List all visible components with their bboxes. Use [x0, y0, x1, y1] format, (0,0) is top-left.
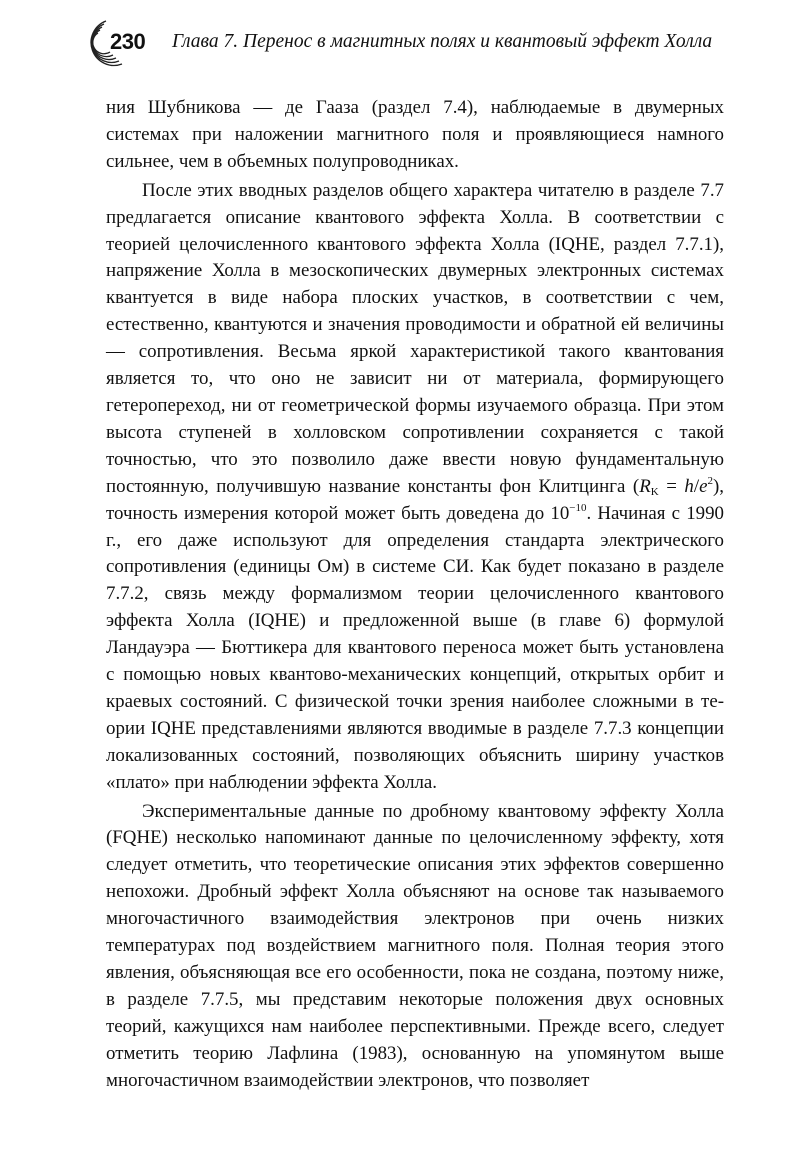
- body-text: [106, 95, 724, 1095]
- running-title: Глава 7. Перенос в магнитных полях и квантовый эффект Холла: [172, 31, 713, 52]
- symbol-e: e: [699, 475, 708, 497]
- page-header: [82, 18, 742, 68]
- paragraph-2: После этих вводных разделов общего характера читателю в разделе 7.7 предлагается описание квантового эффекта Холла. В соответствии с теорией целочисленного квантового эффекта Холла (IQHE, раздел 7.7.1), напряжение Холла в мезоскопических двумерных электронных системах квантуется в виде набора плоских участков, в соответствии с чем, естественно, квантуются и значения проводимости и обратной ей величины — сопротивления. Весьма яркой характеристикой такого квантования является то, что оно не зависит ни от материала, формирующего гетеропереход, ни от геометрической формы изучаемого образца. При этом высота ступеней в холловском сопротивлении сохраняется с такой точностью, что это позволило даже ввести новую фундаментальную постоянную, получившую название константы фон Клитцинга $(R_K = h/e^2)$, точность измерения которой может быть доведена до $10^{-10}$. Начиная с 1990 г., его даже используют для определения стандарта электрического сопротивления (единицы Ом) в системе СИ. Как будет показано в разделе 7.7.2, связь между формализмом теории целочисленного квантового эффекта Холла (IQHE) и предложенной выше (в главе 6) формулой Ландауэра — Бюттикера для квантового переноса может быть установлена с помощью новых квантово-механических концепций, открытых орбит и краевых состояний. С физической точки зрения наиболее сложными в теории IQHE представлениями являются вводимые в разделе 7.7.3 концепции локализованных состояний, позволяющих объяснить ширину участков «плато» при наблюдении эффекта Холла.: [106, 179, 724, 793]
- paragraph-1: ния Шубникова — де Гааза (раздел 7.4), наблюдаемые в двумерных системах при наложении магнитного поля и проявляющиеся намного сильнее, чем в объемных полупроводниках.: [106, 97, 724, 172]
- symbol-R: R: [639, 475, 651, 497]
- paragraph-3: Экспериментальные данные по дробному квантовому эффекту Холла (FQHE) несколько напоминают данные по целочисленному эффекту, хотя следует отметить, что теоретические описания этих эффектов совершенно непохожи. Дробный эффект Холла объясняют на основе так называемого многочастичного взаимодействия электронов при очень низких температурах под воздействием магнитного поля. Полная теория этого явления, объясняющая все его особенности, пока не создана, поэтому ниже, в разделе 7.7.5, мы представим некоторые положения двух основных теорий, кажущихся нам наиболее перспективными. Прежде всего, следует отметить теорию Лафлина (1983), основанную на упомянутом выше многочастичном взаимодействии электронов, что позволяет: [106, 800, 724, 1091]
- page-number: 230: [110, 29, 146, 54]
- superscript-exponent: −10: [569, 501, 587, 514]
- subscript-K: K: [650, 485, 659, 498]
- symbol-h: h: [684, 475, 694, 497]
- superscript-2: 2: [707, 474, 713, 487]
